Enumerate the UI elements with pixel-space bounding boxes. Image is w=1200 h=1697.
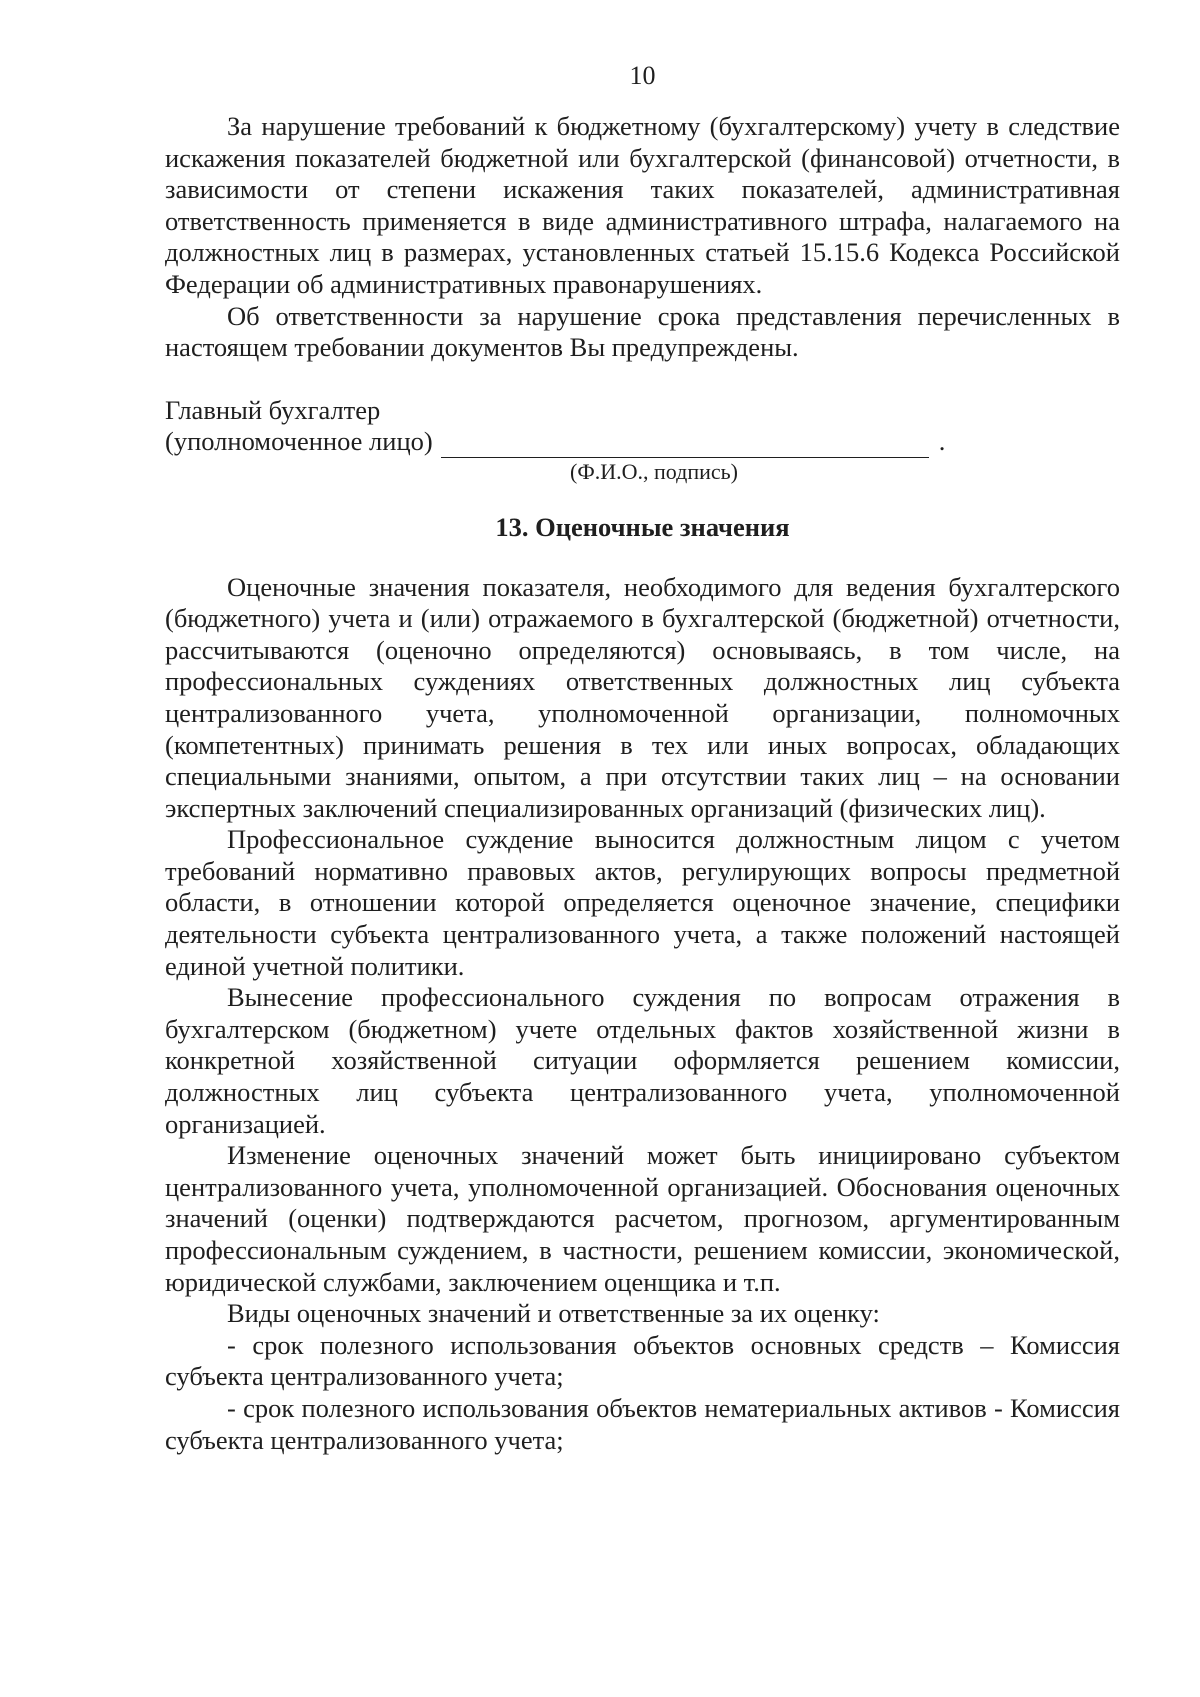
section-paragraph: Вынесение профессионального суждения по вопросам отражения в бухгалтерском (бюджетном) учете отдельных фактов хозяйственной жизни в конкретной хозяйственной ситуации оформляется решением комиссии, должностных лиц субъекта централизованного учета, уполномоченной организацией. <box>165 982 1120 1139</box>
document-page <box>165 60 1120 1680</box>
list-item: - срок полезного использования объектов нематериальных активов - Комиссия субъекта централизованного учета; <box>165 1392 1120 1455</box>
signature-end-mark: . <box>938 426 946 457</box>
section-heading: 13. Оценочные значения <box>495 511 790 542</box>
section-paragraph: Оценочные значения показателя, необходимого для ведения бухгалтерского (бюджетного) учета и (или) отражаемого в бухгалтерской (бюджетной) отчетности, рассчитываются (оценочно определяются) основываясь, в том числе, на профессиональных суждениях ответственных должностных лиц субъекта централизованного учета, уполномоченной организации, полномочных (компетентных) принимать решения в тех или иных вопросах, обладающих специальными знаниями, опытом, а при отсутствии таких лиц – на основании экспертных заключений специализированных организаций (физических лиц). <box>165 571 1120 823</box>
list-item: - срок полезного использования объектов основных средств – Комиссия субъекта централизованного учета; <box>165 1329 1120 1392</box>
signature-caption: (Ф.И.О., подпись) <box>570 458 738 484</box>
signature-title: Главный бухгалтер <box>165 394 381 425</box>
paragraph-warning: Об ответственности за нарушение срока представления перечисленных в настоящем требовании документов Вы предупреждены. <box>165 300 1120 363</box>
section-paragraph: Профессиональное суждение выносится должностным лицом с учетом требований нормативно правовых актов, регулирующих вопросы предметной области, в отношении которой определяется оценочное значение, специфики деятельности субъекта централизованного учета, а также положений настоящей единой учетной политики. <box>165 824 1120 981</box>
page-number: 10 <box>629 61 656 90</box>
paragraph-liability: За нарушение требований к бюджетному (бухгалтерскому) учету в следствие искажения показателей бюджетной или бухгалтерской (финансовой) отчетности, в зависимости от степени искажения таких показателей, административная ответственность применяется в виде административного штрафа, налагаемого на должностных лиц в размерах, установленных статьей 15.15.6 Кодекса Российской Федерации об административных правонарушениях. <box>165 111 1120 299</box>
section-paragraph: Изменение оценочных значений может быть инициировано субъектом централизованного учета, уполномоченной организацией. Обоснования оценочных значений (оценки) подтверждаются расчетом, прогнозом, аргументированным профессиональным суждением, в частности, решением комиссии, экономической, юридической службами, заключением оценщика и т.п. <box>165 1140 1120 1297</box>
spacer <box>165 364 1120 395</box>
signature-row <box>165 426 1120 458</box>
signature-line <box>441 433 929 458</box>
signature-block <box>165 395 1120 486</box>
section-paragraph: Виды оценочных значений и ответственные за их оценку: <box>227 1298 880 1329</box>
signature-role: (уполномоченное лицо) <box>165 426 433 457</box>
